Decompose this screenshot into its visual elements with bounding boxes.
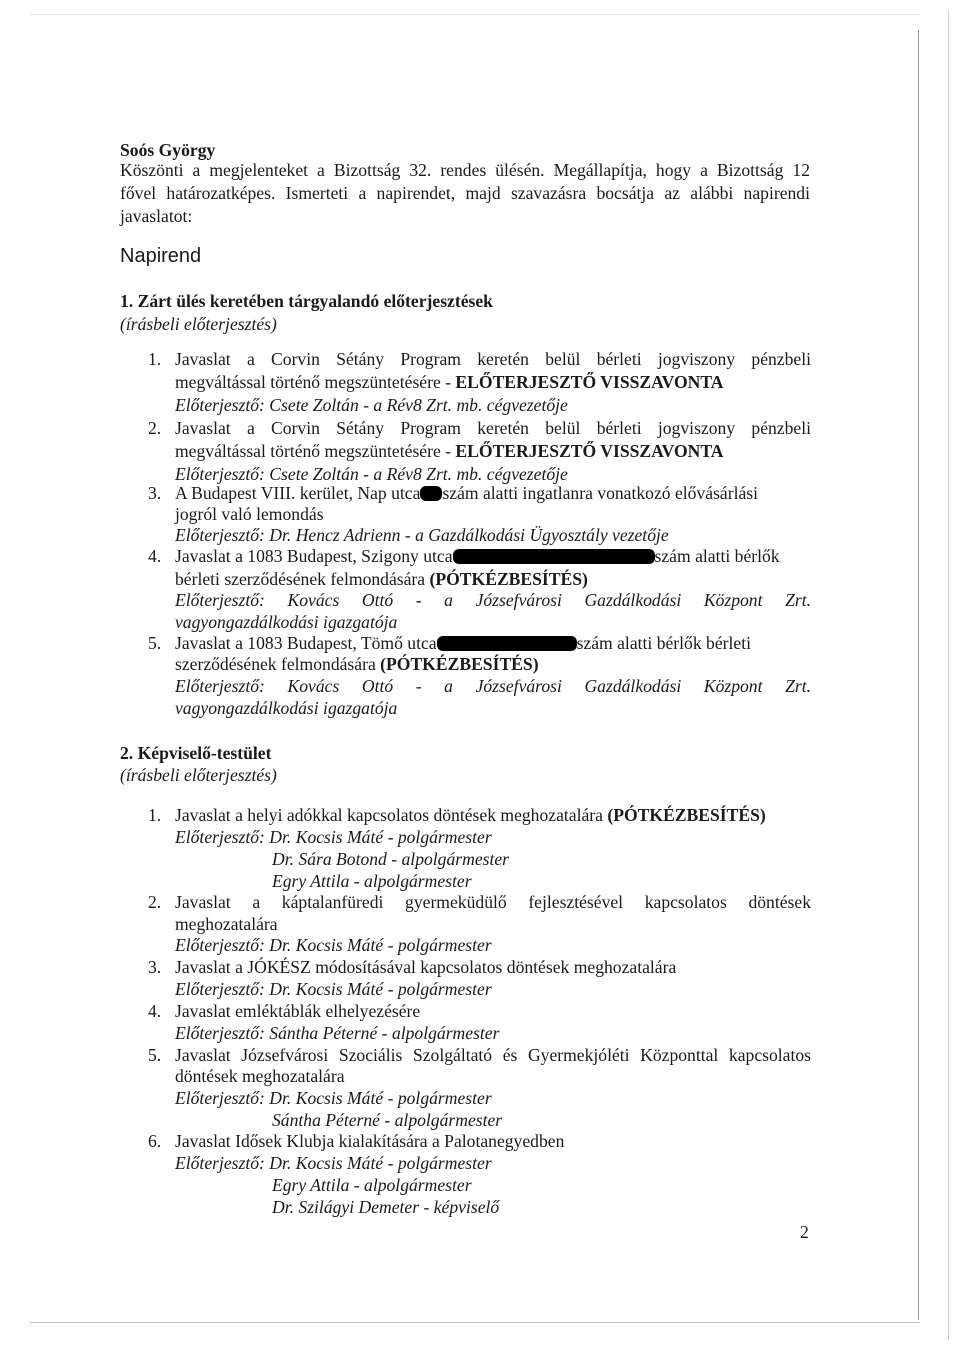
s2-item5-presenter1: Előterjesztő: Dr. Kocsis Máté - polgármester [175,1088,492,1108]
s2-item5-line2: döntések meghozatalára [175,1066,345,1086]
s2-item1-line1 [175,805,766,825]
text-span: (PÓTKÉZBESÍTÉS) [380,654,539,674]
s2-item2-number: 2. [148,892,162,912]
s1-item5-line2 [175,654,539,674]
s2-item1-presenter1: Előterjesztő: Dr. Kocsis Máté - polgármester [175,827,492,847]
s2-item4-line1: Javaslat emléktáblák elhelyezésére [175,1001,421,1021]
text-span: Javaslat a 1083 Budapest, Szigony utca [175,546,453,566]
s1-item5-line1 [175,633,751,653]
text-span: Javaslat a helyi adókkal kapcsolatos döntések meghozatalára [175,805,608,825]
s1-item1-number: 1. [148,349,162,369]
text-span: szám alatti bérlők [654,546,780,566]
s2-item5-line1: Javaslat Józsefvárosi Szociális Szolgáltató és Gyermekjóléti Központtal kapcsolatos [175,1045,811,1065]
text-span: szerződésének felmondására [175,654,381,674]
text-span: megváltással történő megszüntetésére - [175,372,456,392]
s1-item5-number: 5. [148,633,162,653]
s1-item5-presenter: Előterjesztő: Kovács Ottó - a Józsefvárosi Gazdálkodási Központ Zrt. [175,676,811,696]
s1-item1-line2 [175,372,723,392]
s1-item4-line2 [175,569,588,589]
s2-item5-presenter2: Sántha Péterné - alpolgármester [272,1110,503,1130]
s2-item1-presenter3: Egry Attila - alpolgármester [272,871,472,891]
section2-heading: 2. Képviselő-testület [120,743,272,763]
s2-item2-line1: Javaslat a káptalanfüredi gyermeküdülő fejlesztésével kapcsolatos döntések [175,892,811,912]
section2-subheading: (írásbeli előterjesztés) [120,765,277,785]
s2-item3-line1: Javaslat a JÓKÉSZ módosításával kapcsolatos döntések meghozatalára [175,957,677,977]
scan-edge-top [30,14,920,15]
s1-item4-line1 [175,546,780,566]
s2-item6-presenter1: Előterjesztő: Dr. Kocsis Máté - polgármester [175,1153,492,1173]
text-span: megváltással történő megszüntetésére - [175,441,456,461]
intro-line-3: javaslatot: [120,206,193,226]
s2-item3-number: 3. [148,957,162,977]
s2-item6-presenter2: Egry Attila - alpolgármester [272,1175,472,1195]
text-span: A Budapest VIII. kerület, Nap utca [175,483,421,503]
text-span: (PÓTKÉZBESÍTÉS) [429,569,588,589]
s1-item2-line2 [175,441,723,461]
s1-item2-line1: Javaslat a Corvin Sétány Program keretén belül bérleti jogviszony pénzbeli [175,418,811,438]
s1-item4-presenter: Előterjesztő: Kovács Ottó - a Józsefvárosi Gazdálkodási Központ Zrt. [175,590,811,610]
withdrawn-label: ELŐTERJESZTŐ VISSZAVONTA [455,372,724,392]
s1-item4-number: 4. [148,546,162,566]
text-span: bérleti szerződésének felmondására [175,569,430,589]
agenda-title: Napirend [120,245,202,267]
speaker-name: Soós György [120,140,216,160]
s2-item4-number: 4. [148,1001,162,1021]
s2-item5-number: 5. [148,1045,162,1065]
s1-item2-presenter: Előterjesztő: Csete Zoltán - a Rév8 Zrt. mb. cégvezetője [175,464,568,484]
scan-edge-right [918,30,919,1320]
s2-item4-presenter1: Előterjesztő: Sántha Péterné - alpolgármester [175,1023,500,1043]
text-span: Javaslat a 1083 Budapest, Tömő utca [175,633,437,653]
s2-item2-presenter1: Előterjesztő: Dr. Kocsis Máté - polgármester [175,935,492,955]
s1-item3-number: 3. [148,483,162,503]
section1-heading: 1. Zárt ülés keretében tárgyalandó előterjesztések [120,291,493,311]
s2-item6-presenter3: Dr. Szilágyi Demeter - képviselő [272,1197,500,1217]
s2-item6-number: 6. [148,1131,162,1151]
s2-item3-presenter1: Előterjesztő: Dr. Kocsis Máté - polgármester [175,979,492,999]
withdrawn-label: ELŐTERJESZTŐ VISSZAVONTA [455,441,724,461]
intro-line-1: Köszönti a megjelenteket a Bizottság 32. rendes ülésén. Megállapítja, hogy a Bizottság 12 [120,160,810,180]
s1-item5-presenter-title: vagyongazdálkodási igazgatója [175,698,398,718]
redaction-bar [420,486,442,501]
section1-subheading: (írásbeli előterjesztés) [120,314,277,334]
redaction-bar [437,636,577,651]
s1-item3-line2: jogról való lemondás [175,504,324,524]
s1-item3-line1 [175,483,758,503]
scan-edge-outer [948,10,949,1340]
text-span: szám alatti bérlők bérleti [576,633,751,653]
text-span: szám alatti ingatlanra vonatkozó elővásárlási [442,483,759,503]
s2-item6-line1: Javaslat Idősek Klubja kialakítására a Palotanegyedben [175,1131,565,1151]
s1-item2-number: 2. [148,418,162,438]
redaction-bar [453,549,655,564]
page-number: 2 [800,1222,809,1242]
s1-item3-presenter: Előterjesztő: Dr. Hencz Adrienn - a Gazdálkodási Ügyosztály vezetője [175,525,669,545]
s1-item1-line1: Javaslat a Corvin Sétány Program keretén belül bérleti jogviszony pénzbeli [175,349,811,369]
s2-item2-line2: meghozatalára [175,914,278,934]
s2-item1-number: 1. [148,805,162,825]
text-span: (PÓTKÉZBESÍTÉS) [607,805,766,825]
intro-line-2: fővel határozatképes. Ismerteti a napirendet, majd szavazásra bocsátja az alábbi napirendi [120,183,810,203]
s2-item1-presenter2: Dr. Sára Botond - alpolgármester [272,849,510,869]
s1-item1-presenter: Előterjesztő: Csete Zoltán - a Rév8 Zrt. mb. cégvezetője [175,395,568,415]
scan-edge-bottom [30,1322,920,1323]
s1-item4-presenter-title: vagyongazdálkodási igazgatója [175,612,398,632]
